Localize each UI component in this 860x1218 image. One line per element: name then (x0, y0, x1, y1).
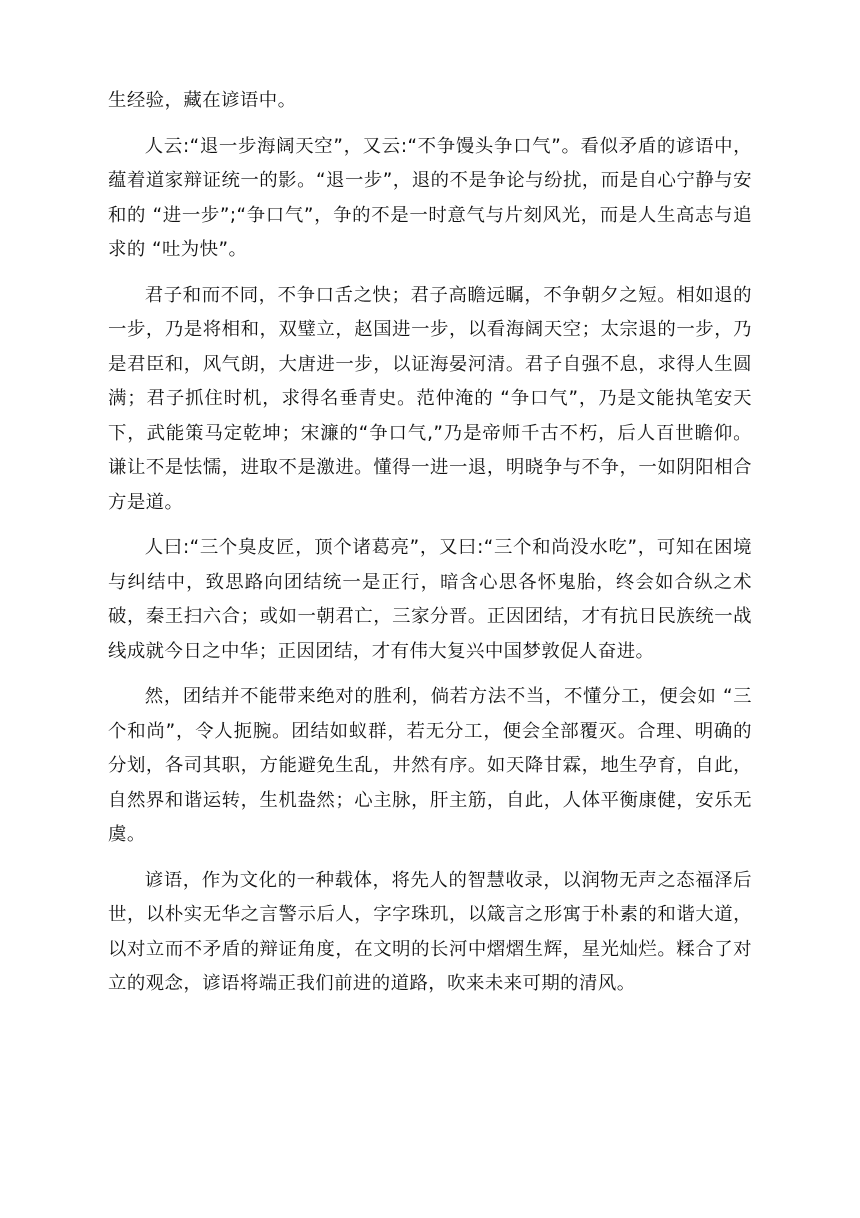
paragraph-4: 然，团结并不能带来绝对的胜利，倘若方法不当，不懂分工，便会如 “三个和尚”，令人扼腕。团结如蚁群，若无分工，便会全部覆灭。合理、明确的分划，各司其职，方能避免生乱，井然有序。如天降甘霖，地生孕育，自此，自然界和谐运转，生机盎然；心主脉，肝主筋，自此，人体平衡康健，安乐无虞。 (108, 686, 752, 845)
paragraph-2: 君子和而不同，不争口舌之快；君子高瞻远瞩，不争朝夕之短。相如退的一步，乃是将相和，双璧立，赵国进一步，以看海阔天空；太宗退的一步，乃是君臣和，风气朗，大唐进一步，以证海晏河清。君子自强不息，求得人生圆满；君子抓住时机，求得名垂青史。范仲淹的 “争口气”，乃是文能执笔安天下，武能策马定乾坤；宋濂的“争口气,”乃是帝师千古不朽，后人百世瞻仰。谦让不是怯懦，进取不是激进。懂得一进一退，明晓争与不争，一如阴阳相合方是道。 (108, 284, 752, 513)
paragraph-5: 谚语，作为文化的一种载体，将先人的智慧收录，以润物无声之态福泽后世，以朴实无华之言警示后人，字字珠玑，以箴言之形寓于朴素的和谐大道，以对立而不矛盾的辩证角度，在文明的长河中熠熠生辉，星光灿烂。糅合了对立的观念，谚语将端正我们前进的道路，吹来未来可期的清风。 (108, 869, 752, 994)
essay-body (108, 84, 752, 1002)
paragraph-3: 人曰:“三个臭皮匠，顶个诸葛亮”，又曰:“三个和尚没水吃”，可知在困境与纠结中，致思路向团结统一是正行，暗含心思各怀鬼胎，终会如合纵之术破，秦王扫六合；或如一朝君亡，三家分晋。正因团结，才有抗日民族统一战线成就今日之中华；正因团结，才有伟大复兴中国梦敦促人奋进。 (108, 537, 752, 662)
paragraph-1: 人云:“退一步海阔天空”，又云:“不争馒头争口气”。看似矛盾的谚语中，蕴着道家辩证统一的影。“退一步”，退的不是争论与纷扰，而是自心宁静与安和的 “进一步”;“争口气”，争的不是一时意气与片刻风光，而是人生高志与追求的 “吐为快”。 (108, 135, 752, 260)
paragraph-continuation: 生经验，藏在谚语中。 (108, 90, 297, 111)
